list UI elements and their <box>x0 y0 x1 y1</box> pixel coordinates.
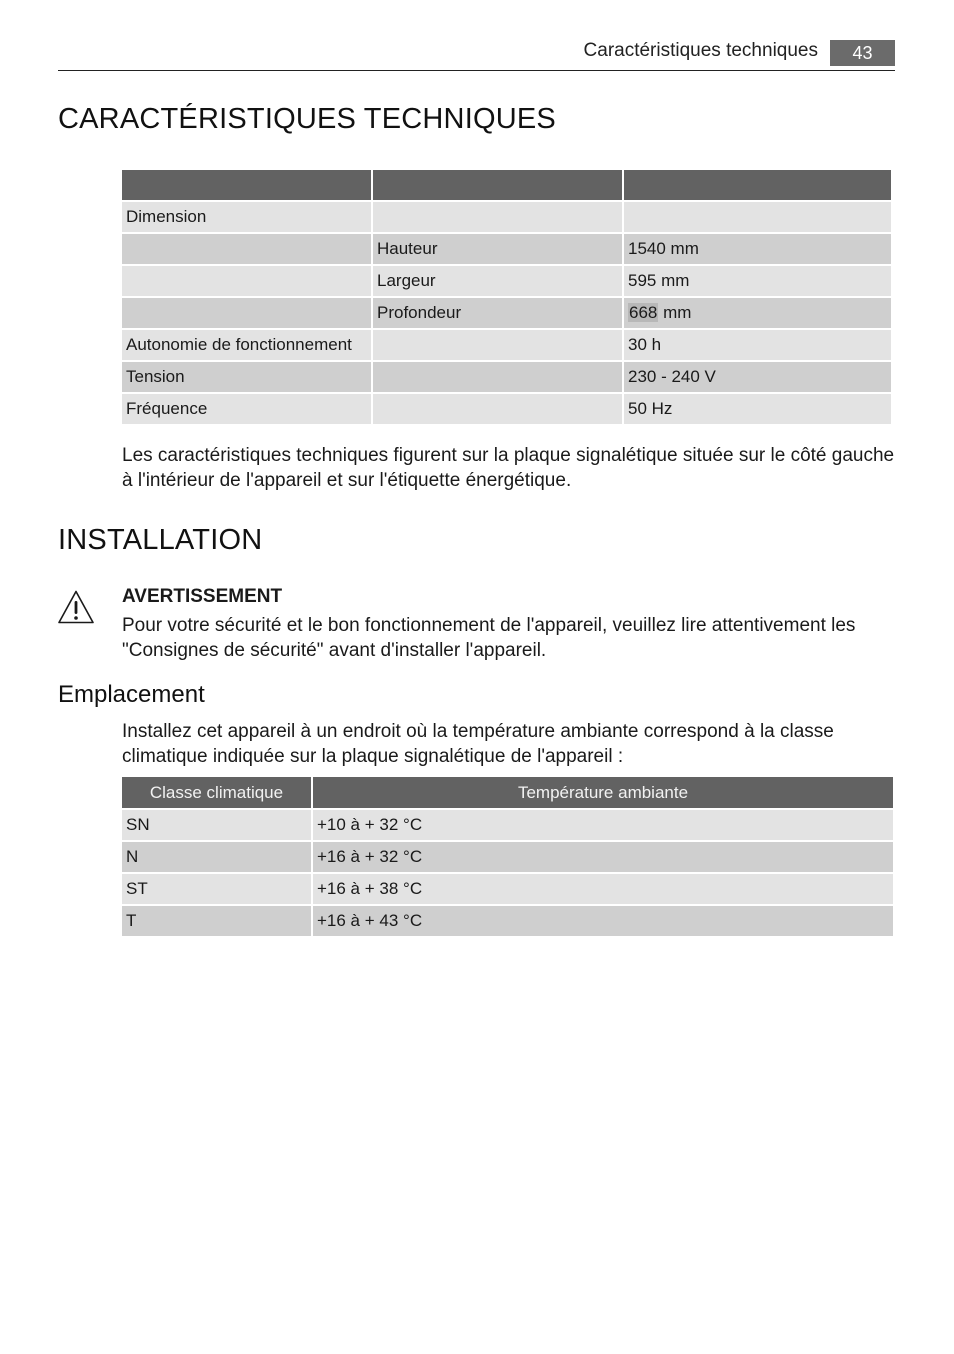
column-header: Classe climatique <box>122 777 311 808</box>
section-title-installation: INSTALLATION <box>58 524 263 556</box>
spec-label <box>122 298 371 328</box>
table-row <box>122 330 891 360</box>
spec-value: 595 mm <box>624 266 891 296</box>
table-row <box>122 362 891 392</box>
section-title-specs: CARACTÉRISTIQUES TECHNIQUES <box>58 103 556 135</box>
table-row <box>122 810 893 840</box>
column-header: Température ambiante <box>313 777 893 808</box>
spec-sublabel <box>373 394 622 424</box>
climate-class: T <box>122 906 311 936</box>
specs-note: Les caractéristiques techniques figurent sur la plaque signalétique située sur le côté gauche à l'intérieur de l'appareil et sur l'étiquette énergétique. <box>122 445 895 491</box>
temperature-range: +16 à + 43 °C <box>313 906 893 936</box>
specs-header-cell <box>624 170 891 200</box>
spec-label: Autonomie de fonctionnement <box>122 330 371 360</box>
warning-text: Pour votre sécurité et le bon fonctionnement de l'appareil, veuillez lire attentivement les "Consignes de sécurité" avant d'installer l'appareil. <box>122 615 856 661</box>
specs-table-header <box>122 170 891 200</box>
table-row <box>122 234 891 264</box>
running-header-title: Caractéristiques techniques <box>583 40 818 61</box>
climate-class: SN <box>122 810 311 840</box>
spec-label: Dimension <box>122 202 371 232</box>
spec-label <box>122 234 371 264</box>
spec-sublabel <box>373 362 622 392</box>
climate-class: ST <box>122 874 311 904</box>
temperature-range: +16 à + 32 °C <box>313 842 893 872</box>
highlighted-value: 668 <box>629 303 658 322</box>
temperature-range: +16 à + 38 °C <box>313 874 893 904</box>
spec-value <box>624 202 891 232</box>
table-row <box>122 842 893 872</box>
spec-label: Fréquence <box>122 394 371 424</box>
warning-triangle-icon <box>57 589 95 625</box>
subsection-title-emplacement: Emplacement <box>58 681 205 708</box>
spec-label <box>122 266 371 296</box>
spec-sublabel: Profondeur <box>373 298 622 328</box>
spec-sublabel: Hauteur <box>373 234 622 264</box>
spec-value: 230 - 240 V <box>624 362 891 392</box>
temperature-range: +10 à + 32 °C <box>313 810 893 840</box>
climate-class: N <box>122 842 311 872</box>
spec-value <box>624 298 891 328</box>
unit-label: mm <box>663 303 692 322</box>
spec-sublabel <box>373 202 622 232</box>
specs-table <box>120 168 893 426</box>
spec-value: 30 h <box>624 330 891 360</box>
spec-value: 1540 mm <box>624 234 891 264</box>
header-rule <box>58 70 895 71</box>
table-row <box>122 874 893 904</box>
table-row <box>122 906 893 936</box>
spec-label: Tension <box>122 362 371 392</box>
spec-sublabel <box>373 330 622 360</box>
emplacement-intro: Installez cet appareil à un endroit où la température ambiante correspond à la classe climatique indiquée sur la plaque signalétique de l'appareil : <box>122 721 834 767</box>
climate-table-header <box>122 777 893 808</box>
spec-sublabel: Largeur <box>373 266 622 296</box>
table-row <box>122 266 891 296</box>
specs-header-cell <box>373 170 622 200</box>
page-number: 43 <box>830 40 895 66</box>
table-row <box>122 394 891 424</box>
specs-header-cell <box>122 170 371 200</box>
warning-title: AVERTISSEMENT <box>122 586 283 607</box>
table-row <box>122 202 891 232</box>
climate-class-table <box>120 775 895 938</box>
table-row <box>122 298 891 328</box>
spec-value: 50 Hz <box>624 394 891 424</box>
